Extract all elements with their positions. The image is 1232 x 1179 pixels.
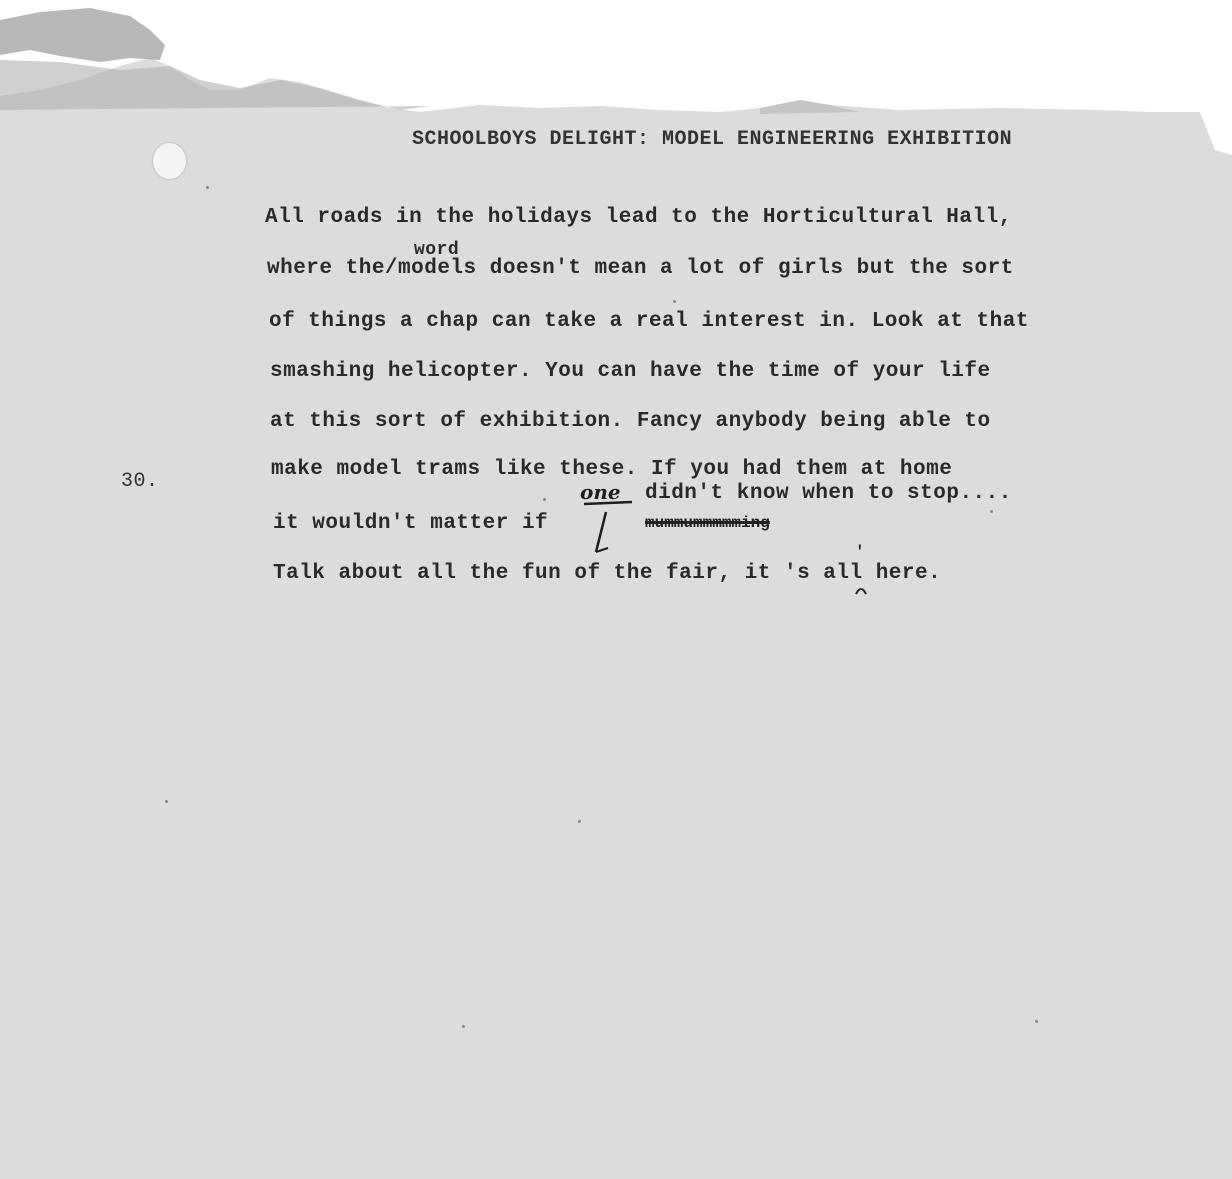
body-line-4: smashing helicopter. You can have the time of your life (270, 360, 991, 383)
paper-speck (578, 820, 581, 823)
body-line-3: of things a chap can take a real interest in. Look at that (269, 310, 1029, 333)
insertion-word: word (414, 240, 460, 260)
insertion-typed-line: didn't know when to stop.... (645, 482, 1012, 505)
paper-speck (1035, 1020, 1038, 1023)
document-title: SCHOOLBOYS DELIGHT: MODEL ENGINEERING EXHIBITION (412, 128, 1013, 151)
body-line-1: All roads in the holidays lead to the Horticultural Hall, (265, 206, 1012, 229)
punch-hole (153, 143, 186, 179)
body-line-5: at this sort of exhibition. Fancy anybody being able to (270, 410, 991, 433)
paper-speck (165, 800, 168, 803)
body-line-8: Talk about all the fun of the fair, it 's all here. (273, 562, 942, 585)
caret-mark (854, 584, 868, 596)
struck-out-text: mummummmmming (645, 514, 770, 532)
handwritten-caret-mark (578, 500, 638, 560)
paper-speck (462, 1025, 465, 1028)
body-line-7: it wouldn't matter if (273, 512, 549, 535)
paper-speck (543, 498, 546, 501)
body-line-2: where the/models doesn't mean a lot of girls but the sort (267, 257, 1014, 280)
handwritten-insertion-one: one (580, 480, 621, 504)
paper-speck (990, 510, 993, 513)
paper-speck (673, 300, 676, 303)
margin-number: 30. (121, 470, 159, 493)
body-line-6: make model trams like these. If you had them at home (271, 458, 953, 481)
paper-speck (206, 186, 209, 189)
inserted-apostrophe: ' (855, 543, 866, 561)
